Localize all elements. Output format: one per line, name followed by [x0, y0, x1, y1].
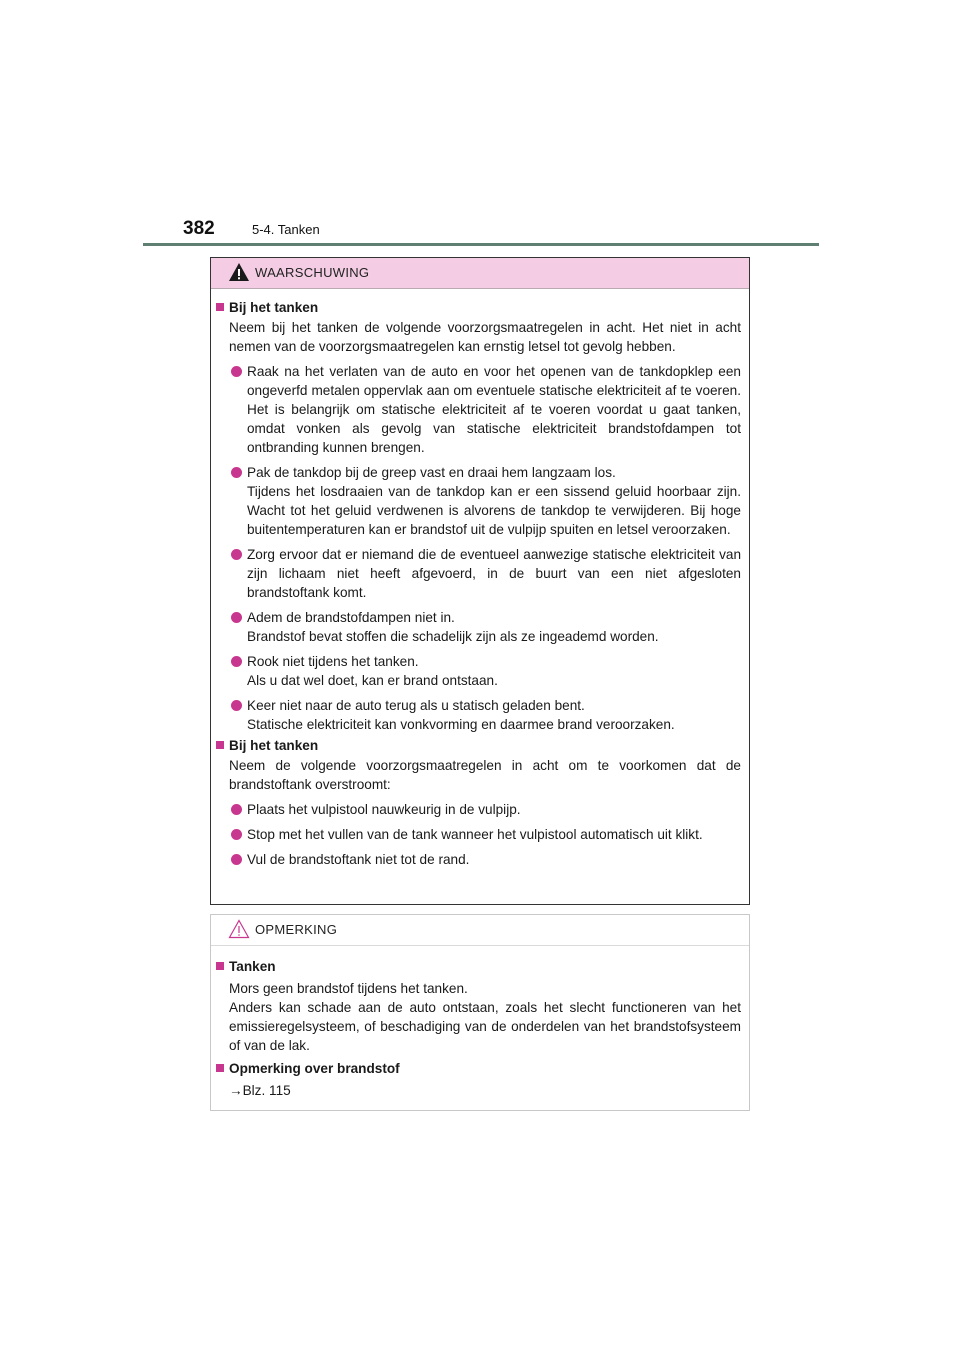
notice-content	[211, 946, 749, 1100]
bullet-dot-icon	[231, 549, 242, 560]
bullet-dot-icon	[231, 804, 242, 815]
notice-icon	[228, 919, 250, 939]
page-number: 382	[183, 218, 215, 239]
intro-text: Neem de volgende voorzorgsmaatregelen in acht om te voorkomen dat de brandstoftank overstroomt:	[229, 758, 741, 792]
bullet-item: Stop met het vullen van de tank wanneer het vulpistool automatisch uit klikt.	[216, 825, 741, 844]
square-bullet-icon	[216, 303, 224, 311]
notice-text: Mors geen brandstof tijdens het tanken. Anders kan schade aan de auto ontstaan, zoals het slecht functioneren van het emissieregelsysteem, of beschadiging van de onderdelen van het brandstofsysteem of van de lak.	[229, 981, 741, 1053]
bullet-item: Keer niet naar de auto terug als u statisch geladen bent. Statische elektriciteit kan vonkvorming en daarmee brand veroorzaken.	[216, 696, 741, 734]
page-reference: →Blz. 115	[229, 1083, 291, 1098]
header-rule	[143, 243, 819, 246]
bullet-dot-icon	[231, 700, 242, 711]
notice-box	[210, 914, 750, 1111]
bullet-item: Zorg ervoor dat er niemand die de eventueel aanwezige statische elektriciteit van zijn lichaam niet heeft afgevoerd, in de buurt van een niet afgesloten brandstoftank komt.	[216, 545, 741, 602]
bullet-item: Adem de brandstofdampen niet in. Brandstof bevat stoffen die schadelijk zijn als ze ingeademd worden.	[216, 608, 741, 646]
bullet-item: Plaats het vulpistool nauwkeurig in de vulpijp.	[216, 800, 741, 819]
warning-icon	[228, 262, 250, 282]
bullet-item: Raak na het verlaten van de auto en voor het openen van de tankdopklep een ongeverfd metalen oppervlak aan om eventuele statische elektriciteit af te voeren. Het is belangrijk om statische elektriciteit af te voeren voordat u gaat tanken, omdat vonken als gevolg van statische elektriciteit brandstofdampen tot ontbranding kunnen brengen.	[216, 362, 741, 457]
bullet-item: Pak de tankdop bij de greep vast en draai hem langzaam los. Tijdens het losdraaien van de tankdop kan er een sissend geluid hoorbaar zijn. Wacht tot het geluid verdwenen is alvorens de tankdop te verwijderen. Bij hoge buitentemperaturen kan er brandstof uit de vulpijp spuiten en letsel veroorzaken.	[216, 463, 741, 539]
section-heading: Bij het tanken	[216, 736, 741, 755]
bullet-dot-icon	[231, 366, 242, 377]
square-bullet-icon	[216, 741, 224, 749]
notice-header	[211, 915, 749, 946]
bullet-item: Rook niet tijdens het tanken. Als u dat wel doet, kan er brand ontstaan.	[216, 652, 741, 690]
bullet-dot-icon	[231, 612, 242, 623]
bullet-dot-icon	[231, 854, 242, 865]
warning-header	[211, 258, 749, 289]
bullet-dot-icon	[231, 656, 242, 667]
bullet-dot-icon	[231, 829, 242, 840]
square-bullet-icon	[216, 962, 224, 970]
page-header	[0, 0, 960, 250]
bullet-dot-icon	[231, 467, 242, 478]
section-heading: Opmerking over brandstof	[216, 1059, 741, 1078]
section-heading: Bij het tanken	[216, 298, 741, 317]
section-title: 5-4. Tanken	[252, 222, 320, 237]
intro-text: Neem bij het tanken de volgende voorzorgsmaatregelen in acht. Het niet in acht nemen van de voorzorgsmaatregelen kan ernstig letsel tot gevolg hebben.	[229, 320, 741, 354]
warning-box	[210, 257, 750, 905]
bullet-item: Vul de brandstoftank niet tot de rand.	[216, 850, 741, 869]
section-heading: Tanken	[216, 957, 741, 976]
warning-content	[211, 289, 749, 869]
square-bullet-icon	[216, 1064, 224, 1072]
warning-title: WAARSCHUWING	[255, 265, 370, 280]
notice-title: OPMERKING	[255, 922, 338, 937]
